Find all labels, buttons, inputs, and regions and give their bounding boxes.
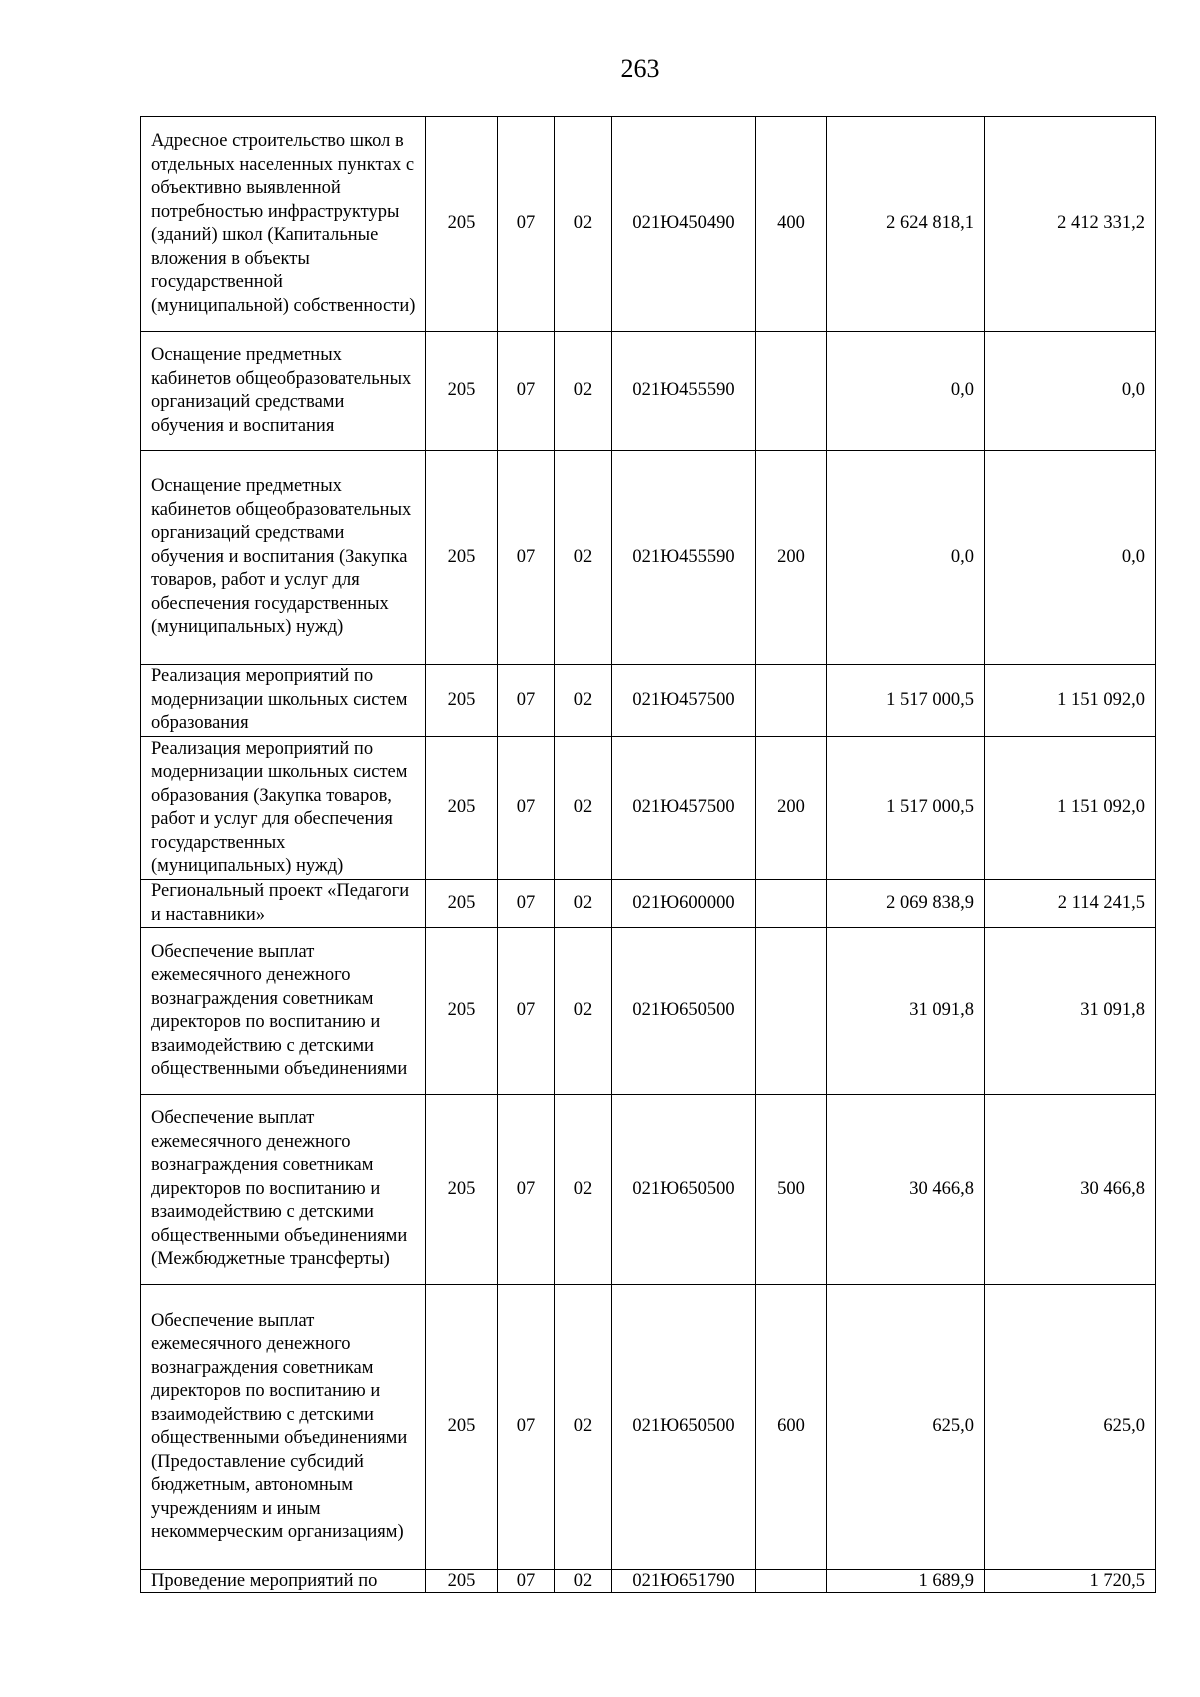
row-amount-year1: 1 689,9 <box>827 1570 985 1593</box>
row-name: Оснащение предметных кабинетов общеобразовательных организаций средствами обучения и воспитания (Закупка товаров, работ и услуг для обеспечения государственных (муниципальных) нужд) <box>141 451 426 665</box>
row-adm-code: 205 <box>426 880 498 928</box>
table-row <box>141 1285 1156 1570</box>
row-amount-year1: 2 069 838,9 <box>827 880 985 928</box>
row-amount-year2: 625,0 <box>985 1285 1156 1570</box>
row-section-code: 07 <box>498 1285 555 1570</box>
row-section-code: 07 <box>498 928 555 1095</box>
table-row <box>141 880 1156 928</box>
row-amount-year1: 1 517 000,5 <box>827 737 985 880</box>
row-amount-year1: 2 624 818,1 <box>827 117 985 332</box>
table-row <box>141 737 1156 880</box>
row-section-code: 07 <box>498 332 555 451</box>
row-section-code: 07 <box>498 880 555 928</box>
row-name: Региональный проект «Педагоги и наставники» <box>141 880 426 928</box>
row-subsection-code: 02 <box>555 928 612 1095</box>
row-name: Проведение мероприятий по <box>141 1570 426 1593</box>
row-amount-year2: 0,0 <box>985 332 1156 451</box>
row-vr-code <box>756 1570 827 1593</box>
table-row <box>141 1570 1156 1593</box>
row-vr-code <box>756 928 827 1095</box>
row-vr-code: 200 <box>756 451 827 665</box>
row-amount-year2: 2 114 241,5 <box>985 880 1156 928</box>
row-csr-code: 021Ю450490 <box>612 117 756 332</box>
row-amount-year2: 0,0 <box>985 451 1156 665</box>
row-csr-code: 021Ю455590 <box>612 451 756 665</box>
row-subsection-code: 02 <box>555 665 612 737</box>
budget-table <box>140 116 1156 1593</box>
row-name: Обеспечение выплат ежемесячного денежного вознаграждения советникам директоров по воспитанию и взаимодействию с детскими общественными объединениями (Межбюджетные трансферты) <box>141 1095 426 1285</box>
row-adm-code: 205 <box>426 665 498 737</box>
row-csr-code: 021Ю455590 <box>612 332 756 451</box>
row-csr-code: 021Ю650500 <box>612 1095 756 1285</box>
row-amount-year1: 0,0 <box>827 451 985 665</box>
row-amount-year2: 1 720,5 <box>985 1570 1156 1593</box>
row-adm-code: 205 <box>426 737 498 880</box>
table-row <box>141 1095 1156 1285</box>
row-amount-year2: 1 151 092,0 <box>985 737 1156 880</box>
row-adm-code: 205 <box>426 1095 498 1285</box>
row-name: Оснащение предметных кабинетов общеобразовательных организаций средствами обучения и воспитания <box>141 332 426 451</box>
row-name: Обеспечение выплат ежемесячного денежного вознаграждения советникам директоров по воспитанию и взаимодействию с детскими общественными объединениями <box>141 928 426 1095</box>
table-row <box>141 665 1156 737</box>
row-subsection-code: 02 <box>555 1285 612 1570</box>
row-adm-code: 205 <box>426 1570 498 1593</box>
row-vr-code <box>756 665 827 737</box>
row-csr-code: 021Ю600000 <box>612 880 756 928</box>
row-amount-year1: 625,0 <box>827 1285 985 1570</box>
table-row <box>141 117 1156 332</box>
table-row <box>141 332 1156 451</box>
table-row <box>141 928 1156 1095</box>
row-amount-year2: 31 091,8 <box>985 928 1156 1095</box>
row-subsection-code: 02 <box>555 117 612 332</box>
row-name: Реализация мероприятий по модернизации школьных систем образования <box>141 665 426 737</box>
row-amount-year1: 31 091,8 <box>827 928 985 1095</box>
row-name: Адресное строительство школ в отдельных населенных пунктах с объективно выявленной потребностью инфраструктуры (зданий) школ (Капитальные вложения в объекты государственной (муниципальной) собственности) <box>141 117 426 332</box>
row-adm-code: 205 <box>426 451 498 665</box>
row-subsection-code: 02 <box>555 1095 612 1285</box>
row-section-code: 07 <box>498 1570 555 1593</box>
row-amount-year2: 2 412 331,2 <box>985 117 1156 332</box>
row-csr-code: 021Ю457500 <box>612 665 756 737</box>
row-csr-code: 021Ю650500 <box>612 1285 756 1570</box>
row-name: Реализация мероприятий по модернизации школьных систем образования (Закупка товаров, работ и услуг для обеспечения государственных (муниципальных) нужд) <box>141 737 426 880</box>
row-section-code: 07 <box>498 451 555 665</box>
row-adm-code: 205 <box>426 117 498 332</box>
row-vr-code <box>756 332 827 451</box>
table-row <box>141 451 1156 665</box>
row-adm-code: 205 <box>426 332 498 451</box>
row-csr-code: 021Ю651790 <box>612 1570 756 1593</box>
page-number: 263 <box>620 54 660 83</box>
row-amount-year1: 0,0 <box>827 332 985 451</box>
row-subsection-code: 02 <box>555 332 612 451</box>
row-amount-year2: 30 466,8 <box>985 1095 1156 1285</box>
row-name: Обеспечение выплат ежемесячного денежного вознаграждения советникам директоров по воспитанию и взаимодействию с детскими общественными объединениями (Предоставление субсидий бюджетным, автономным учреждениям и иным некоммерческим организациям) <box>141 1285 426 1570</box>
row-amount-year2: 1 151 092,0 <box>985 665 1156 737</box>
row-csr-code: 021Ю457500 <box>612 737 756 880</box>
row-adm-code: 205 <box>426 928 498 1095</box>
row-section-code: 07 <box>498 665 555 737</box>
row-subsection-code: 02 <box>555 451 612 665</box>
row-subsection-code: 02 <box>555 880 612 928</box>
row-vr-code: 600 <box>756 1285 827 1570</box>
row-vr-code <box>756 880 827 928</box>
row-adm-code: 205 <box>426 1285 498 1570</box>
row-section-code: 07 <box>498 1095 555 1285</box>
row-section-code: 07 <box>498 117 555 332</box>
row-vr-code: 200 <box>756 737 827 880</box>
row-amount-year1: 30 466,8 <box>827 1095 985 1285</box>
row-subsection-code: 02 <box>555 1570 612 1593</box>
row-csr-code: 021Ю650500 <box>612 928 756 1095</box>
row-vr-code: 400 <box>756 117 827 332</box>
row-amount-year1: 1 517 000,5 <box>827 665 985 737</box>
row-vr-code: 500 <box>756 1095 827 1285</box>
row-subsection-code: 02 <box>555 737 612 880</box>
row-section-code: 07 <box>498 737 555 880</box>
